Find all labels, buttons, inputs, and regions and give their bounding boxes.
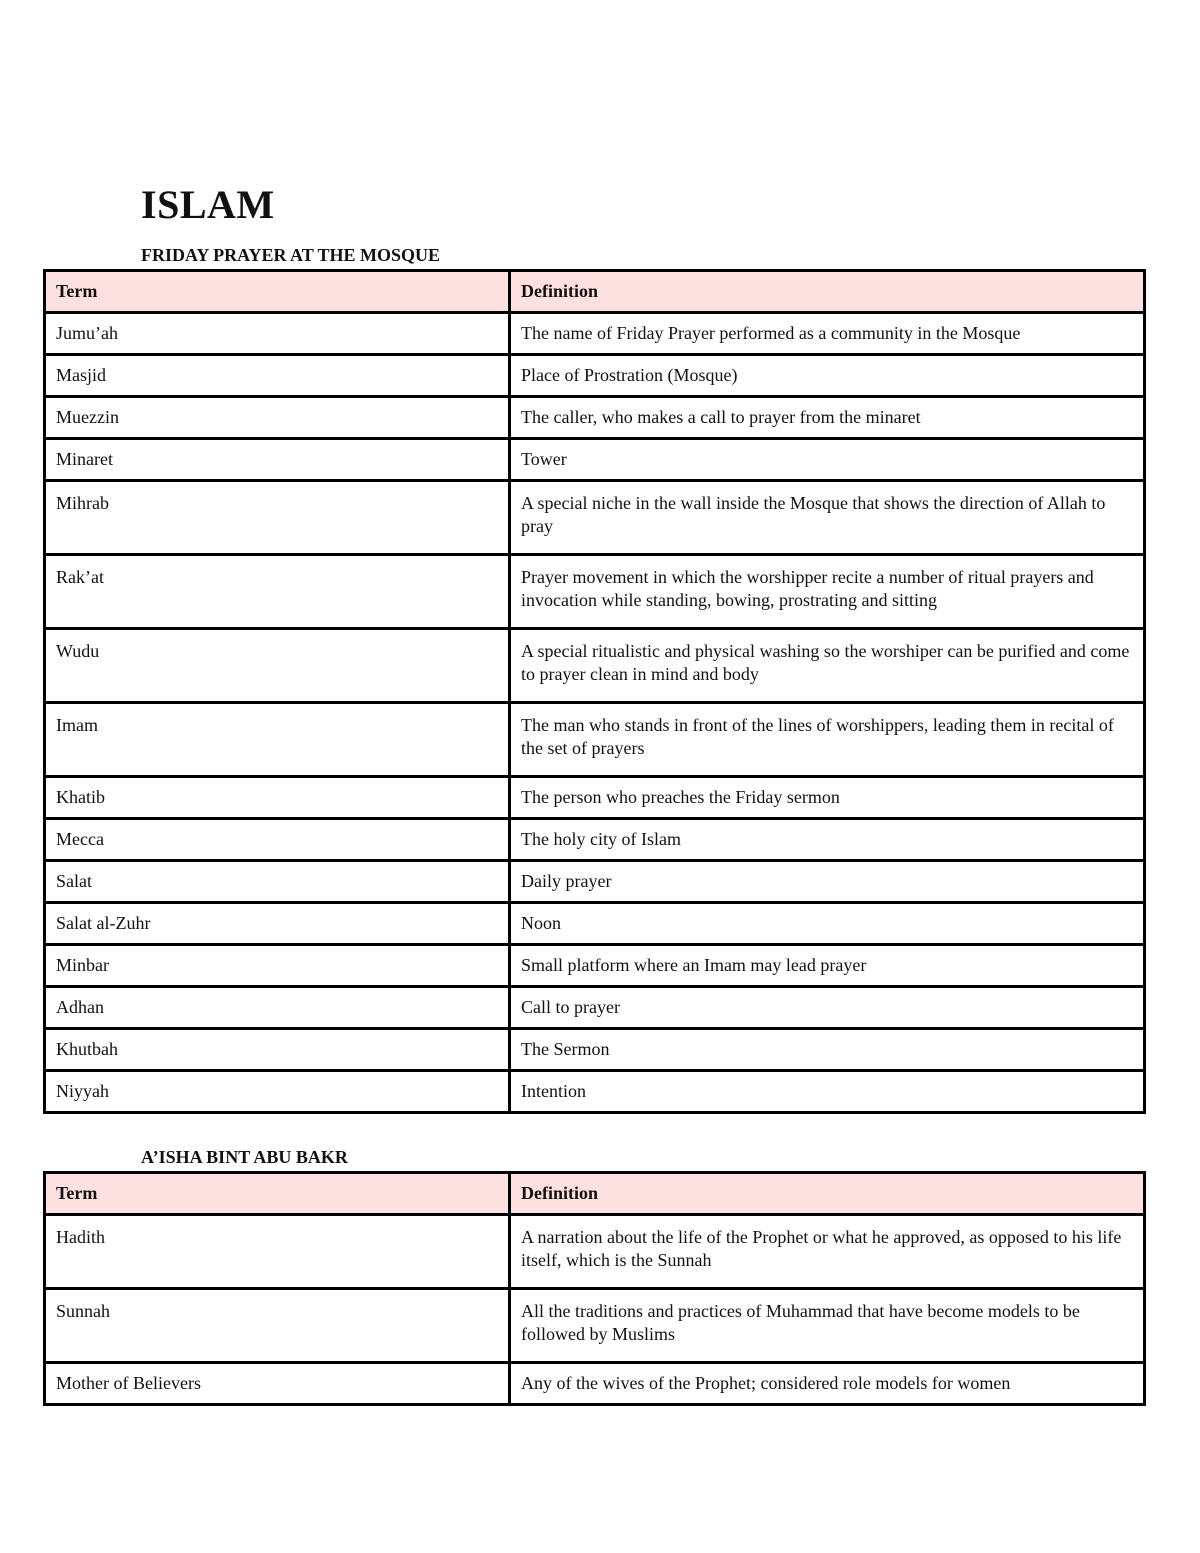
- term-cell: Khatib: [45, 777, 510, 819]
- term-cell: Wudu: [45, 629, 510, 703]
- table-row: [45, 819, 1145, 861]
- term-cell: Mother of Believers: [45, 1363, 510, 1405]
- table-header-row: [45, 271, 1145, 313]
- table-header-row: [45, 1173, 1145, 1215]
- definition-cell: Intention: [510, 1071, 1145, 1113]
- table-row: [45, 945, 1145, 987]
- column-header-definition: Definition: [510, 1173, 1145, 1215]
- table-row: [45, 1289, 1145, 1363]
- definition-cell: The person who preaches the Friday sermon: [510, 777, 1145, 819]
- definition-cell: Place of Prostration (Mosque): [510, 355, 1145, 397]
- glossary-table-friday-prayer: [43, 269, 1146, 1114]
- table-row: [45, 1363, 1145, 1405]
- column-header-term: Term: [45, 1173, 510, 1215]
- definition-cell: A narration about the life of the Prophet or what he approved, as opposed to his life itself, which is the Sunnah: [510, 1215, 1145, 1289]
- table-row: [45, 703, 1145, 777]
- definition-cell: Daily prayer: [510, 861, 1145, 903]
- definition-cell: Call to prayer: [510, 987, 1145, 1029]
- term-cell: Rak’at: [45, 555, 510, 629]
- section-heading-aisha: A’ISHA BINT ABU BAKR: [141, 1147, 348, 1167]
- term-cell: Jumu’ah: [45, 313, 510, 355]
- definition-cell: Noon: [510, 903, 1145, 945]
- definition-cell: Small platform where an Imam may lead prayer: [510, 945, 1145, 987]
- table-row: [45, 629, 1145, 703]
- table-row: [45, 987, 1145, 1029]
- definition-cell: The holy city of Islam: [510, 819, 1145, 861]
- term-cell: Muezzin: [45, 397, 510, 439]
- definition-cell: Tower: [510, 439, 1145, 481]
- definition-cell: A special niche in the wall inside the Mosque that shows the direction of Allah to pray: [510, 481, 1145, 555]
- table-row: [45, 397, 1145, 439]
- table-row: [45, 1029, 1145, 1071]
- definition-cell: The man who stands in front of the lines of worshippers, leading them in recital of the set of prayers: [510, 703, 1145, 777]
- definition-cell: Prayer movement in which the worshipper recite a number of ritual prayers and invocation while standing, bowing, prostrating and sitting: [510, 555, 1145, 629]
- definition-cell: The name of Friday Prayer performed as a community in the Mosque: [510, 313, 1145, 355]
- table-row: [45, 1215, 1145, 1289]
- definition-cell: Any of the wives of the Prophet; considered role models for women: [510, 1363, 1145, 1405]
- table-row: [45, 777, 1145, 819]
- table-row: [45, 439, 1145, 481]
- definition-cell: A special ritualistic and physical washing so the worshiper can be purified and come to prayer clean in mind and body: [510, 629, 1145, 703]
- term-cell: Salat al-Zuhr: [45, 903, 510, 945]
- table-row: [45, 903, 1145, 945]
- term-cell: Khutbah: [45, 1029, 510, 1071]
- definition-cell: All the traditions and practices of Muhammad that have become models to be followed by Muslims: [510, 1289, 1145, 1363]
- table-row: [45, 861, 1145, 903]
- definition-cell: The caller, who makes a call to prayer from the minaret: [510, 397, 1145, 439]
- section-heading-friday-prayer: FRIDAY PRAYER AT THE MOSQUE: [141, 245, 441, 265]
- term-cell: Imam: [45, 703, 510, 777]
- table-row: [45, 355, 1145, 397]
- term-cell: Adhan: [45, 987, 510, 1029]
- term-cell: Minbar: [45, 945, 510, 987]
- table-row: [45, 313, 1145, 355]
- term-cell: Salat: [45, 861, 510, 903]
- term-cell: Mecca: [45, 819, 510, 861]
- term-cell: Hadith: [45, 1215, 510, 1289]
- table-row: [45, 1071, 1145, 1113]
- glossary-table-aisha: [43, 1171, 1146, 1406]
- term-cell: Masjid: [45, 355, 510, 397]
- term-cell: Niyyah: [45, 1071, 510, 1113]
- page-title: ISLAM: [141, 182, 275, 227]
- column-header-term: Term: [45, 271, 510, 313]
- term-cell: Sunnah: [45, 1289, 510, 1363]
- definition-cell: The Sermon: [510, 1029, 1145, 1071]
- term-cell: Mihrab: [45, 481, 510, 555]
- column-header-definition: Definition: [510, 271, 1145, 313]
- term-cell: Minaret: [45, 439, 510, 481]
- table-row: [45, 555, 1145, 629]
- table-row: [45, 481, 1145, 555]
